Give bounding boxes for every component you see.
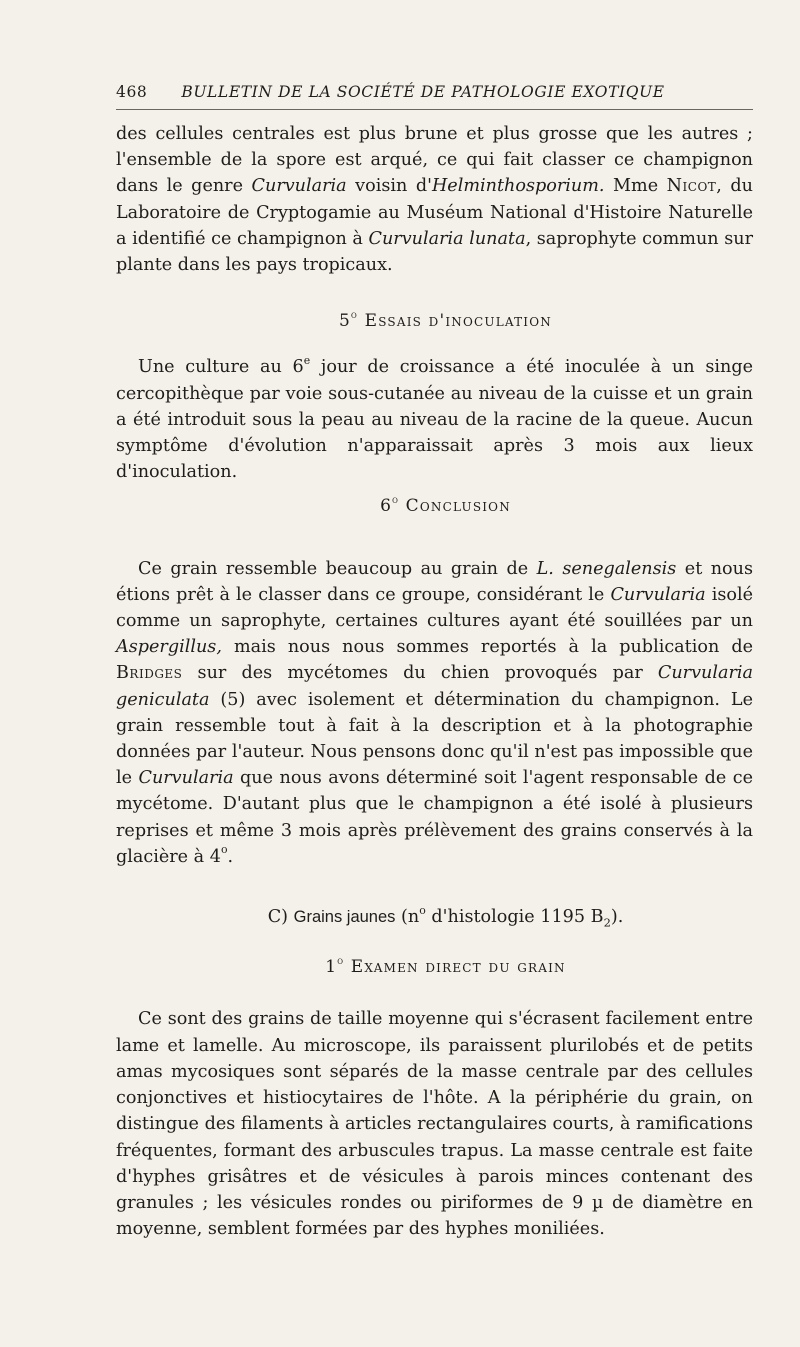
section-heading-inoculation: 5$^o$ Essais d'inoculation (339, 308, 552, 332)
paragraph-conclusion: Ce grain ressemble beaucoup au grain de L. senegalensis et nous étions prêt à le classer dans ce groupe, considérant le Curvularia isolé comme un saprophyte, certaines cultures ayant été souillées par un Aspergillus, mais nous nous sommes reportés à la publication de Bridges sur des mycétomes du chien provoqués par Curvularia geniculata (5) avec isolement et détermination du champignon. Le grain ressemble tout à fait à la description et à la photographie données par l'auteur. Nous pensons donc qu'il n'est pas impossible que le Curvularia que nous avons déterminé soit l'agent responsable de ce mycétome. D'autant plus que le champignon a été isolé à plusieurs reprises et même 3 mois après prélèvement des grains conservés à la glacière à 4$^o$. (116, 558, 754, 867)
running-title: BULLETIN DE LA SOCIÉTÉ DE PATHOLOGIE EXOTIQUE (181, 83, 665, 101)
author-name-bridges: Bridges (116, 663, 183, 684)
header-rule (116, 109, 753, 110)
page-number: 468 (116, 83, 148, 101)
paragraph-inoculation: Une culture au 6e jour de croissance a été inoculée à un singe cercopithèque par voie sous-cutanée au niveau de la cuisse et un grain a été introduit sous la peau au niveau de la racine de la queue. Aucun symptôme d'évolution n'apparaissait après 3 mois aux lieux d'inoculation. (116, 353, 753, 483)
author-name-nicot: Nicot (666, 176, 717, 197)
subsection-heading-grains-jaunes: C) Grains jaunes ($n^o$ d'histologie 1195 $B_2$). (267, 903, 624, 930)
section-heading-conclusion: 6$^o$ Conclusion (380, 494, 511, 517)
paragraph-examen-direct: Ce sont des grains de taille moyenne qui s'écrasent facilement entre lame et lamelle. Au microscope, ils paraissent plurilobés et de petits amas mycosiques sont séparés de la masse centrale par des cellules conjonctives et histiocytaires de l'hôte. A la périphérie du grain, on distingue des filaments à articles rectangulaires courts, à ramifications fréquentes, formant des arbuscules trapus. La masse centrale est faite d'hyphes grisâtres et de vésicules à parois minces contenant des granules ; les vésicules rondes ou piriformes de 9 µ de diamètre en moyenne, semblent formées par des hyphes moniliées. (116, 1009, 753, 1240)
article-body (116, 121, 753, 1242)
section-heading-examen-direct: 1$^o$ Examen direct du grain (325, 955, 566, 978)
running-header (116, 83, 750, 101)
paragraph-spore-description: des cellules centrales est plus brune et plus grosse que les autres ; l'ensemble de la spore est arqué, ce qui fait classer ce champignon dans le genre Curvularia voisin d'Helminthosporium. Mme Nicot, du Laboratoire de Cryptogamie au Muséum National d'Histoire Naturelle a identifié ce champignon à Curvularia lunata, saprophyte commun sur plante dans les pays tropicaux. (116, 124, 754, 276)
